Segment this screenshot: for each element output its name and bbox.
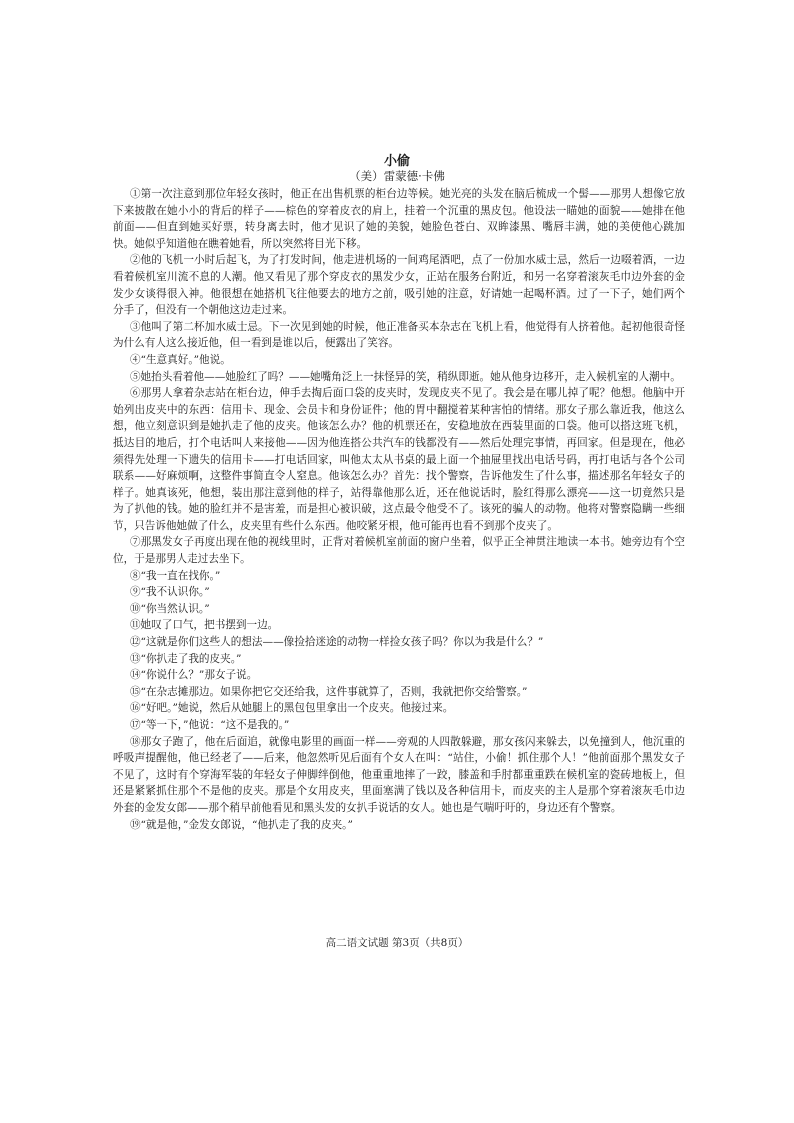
paragraph-17: ⑰“等一下，”他说：“这不是我的。” — [129, 719, 290, 731]
paragraph-2: ②他的飞机一小时后起飞，为了打发时间，他走进机场的一间鸡尾酒吧，点了一份加水威士忌，然后一边啜着酒，一边看着候机室川流不息的人潮。他又看见了那个穿皮衣的黑发少女，正站在服务台附近，和另一名穿着滚灰毛巾边外套的金发少女谈得很入神。他很想在她搭机飞往他要去的地方之前，吸引她的注意，好请她一起喝杯酒。过了一下子，她们两个分手了，但没有一个朝他这边走过来。 — [113, 254, 685, 317]
paragraph-5: ⑤她抬头看着他——她脸红了吗？——她嘴角泛上一抹怪异的笑，稍纵即逝。她从他身边移开，走入候机室的人潮中。 — [129, 370, 681, 383]
paragraph-14: ⑭“你说什么？”那女子说。 — [129, 669, 258, 682]
paragraph-7: ⑦那黑发女子再度出现在他的视线里时，正背对着候机室前面的窗户坐着，似乎正全神贯注地读一本书。她旁边有个空位，于是那男人走过去坐下。 — [113, 536, 685, 566]
story-body — [113, 186, 685, 833]
story-author: （美）雷蒙德·卡佛 — [349, 169, 445, 183]
paragraph-18: ⑱那女子跑了，他在后面追，就像电影里的画面一样——旁观的人四散躲避，那女孩闪来躲去，以免撞到人，他沉重的呼吸声提醒他，他已经老了——后来，他忽然听见后面有个女人在叫：“站住，小偷！抓住那个人！”他前面那个黑发女子不见了，这时有个穿海军装的年轻女子伸脚绊倒他，他重重地摔了一跤，膝盖和手肘都重重跌在候机室的瓷砖地板上，但还是紧紧抓住那个不是他的皮夹。那是个女用皮夹，里面塞满了钱以及各种信用卡，而皮夹的主人是那个穿着滚灰毛巾边外套的金发女郎——那个稍早前他看见和黑头发的女扒手说话的女人。她也是气喘吁吁的，身边还有个警察。 — [113, 735, 685, 814]
story-title: 小偷 — [383, 154, 410, 169]
paragraph-16: ⑯“好吧。”她说，然后从她腿上的黑包包里拿出一个皮夹。他接过来。 — [129, 702, 454, 715]
paragraph-13: ⑬“你扒走了我的皮夹。” — [129, 652, 242, 665]
paragraph-1: ①第一次注意到那位年轻女孩时，他正在出售机票的柜台边等候。她光亮的头发在脑后梳成一个髻——那男人想像它放下来披散在她小小的背后的样子——棕色的穿着皮衣的肩上，挂着一个沉重的黑皮包。他设法一瞄她的面貌——她排在他前面——但直到她买好票，转身离去时，他才见识了她的美貌，她脸色苍白、双眸漆黑、嘴唇丰满，她的美使他心跳加快。她似乎知道他在瞧着她看，所以突然将目光下移。 — [113, 188, 685, 250]
paragraph-12: ⑫“这就是你们这些人的想法——像捡拾迷途的动物一样捡女孩子吗？你以为我是什么？” — [129, 636, 544, 649]
paragraph-8: ⑧“我一直在找你。” — [129, 569, 221, 582]
paragraph-11: ⑪她叹了口气，把书摆到一边。 — [129, 619, 279, 632]
paragraph-3: ③他叫了第二杯加水威士忌。下一次见到她的时候，他正准备买本杂志在飞机上看，他觉得有人挤着他。起初他很奇怪为什么有人这么接近他，但一看到是谁以后，便露出了笑容。 — [113, 320, 685, 350]
paragraph-15: ⑮“在杂志摊那边。如果你把它交还给我，这件事就算了，否则，我就把你交给警察。” — [129, 685, 528, 698]
page-footer: 高二语文试题 第3页（共8页） — [325, 937, 469, 949]
paragraph-6: ⑥那男人拿着杂志站在柜台边，伸手去掏后面口袋的皮夹时，发现皮夹不见了。我会是在哪儿掉了呢？他想。他脑中开始列出皮夹中的东西：信用卡、现金、会员卡和身份证件；他的胃中翻搅着某种害怕的情绪。那女子那么靠近我，他这么想，他立刻意识到是她扒走了他的皮夹。他该怎么办？他的机票还在，安稳地放在西装里面的口袋。他可以搭这班飞机，抵达目的地后，打个电话叫人来接他——因为他连搭公共汽车的钱都没有——然后处理完事情，再回家。但是现在，他必须得先处理一下遗失的信用卡——打电话回家，叫他太太从书桌的最上面一个抽屉里找出电话号码，再打电话与各个公司联系——好麻烦啊，这整件事简直令人窒息。他该怎么办？首先：找个警察，告诉他发生了什么事，描述那名年轻女子的样子。她真该死，他想，装出那注意到他的样子，站得靠他那么近，还在他说话时，脸红得那么漂亮——这一切竟然只是为了扒他的钱。她的脸红并不是害羞，而是担心被识破，这点最令他受不了。该死的骗人的动物。他将对警察隐瞒一些细节，只告诉他她做了什么，皮夹里有些什么东西。他咬紧牙根，他可能再也看不到那个皮夹了。 — [113, 387, 685, 532]
paragraph-9: ⑨“我不认识你。” — [129, 586, 210, 599]
paragraph-4: ④“生意真好。”他说。 — [129, 353, 231, 366]
paragraph-10: ⑩“你当然认识。” — [129, 602, 210, 615]
paragraph-19: ⑲“就是他，”金发女郎说，“他扒走了我的皮夹。” — [129, 818, 353, 831]
